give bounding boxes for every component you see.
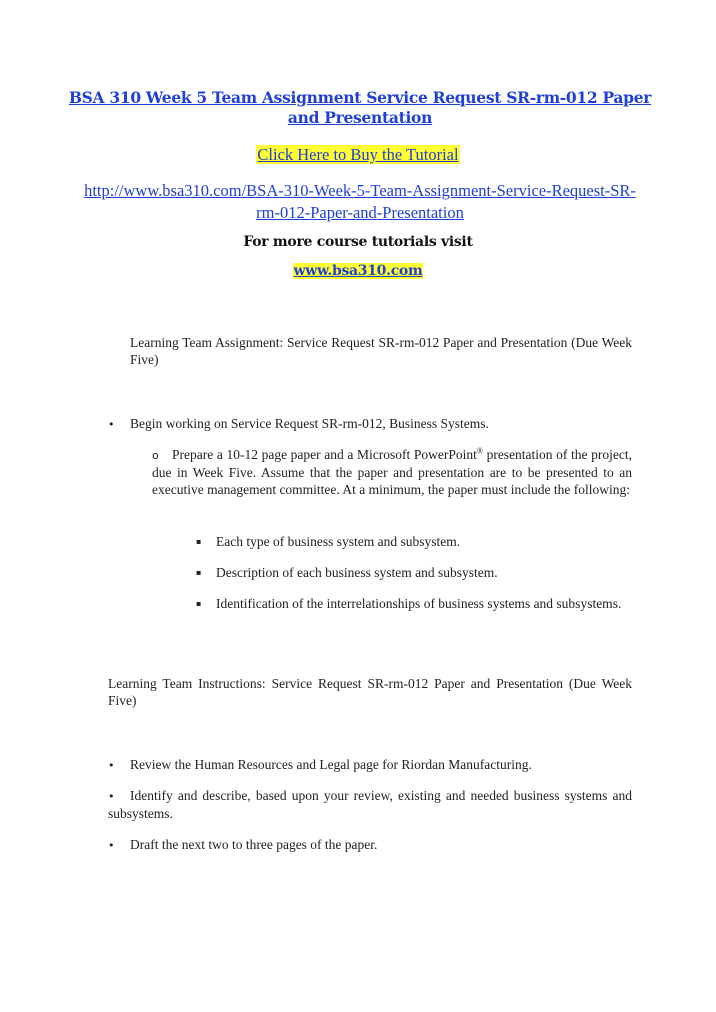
square-symbol: ▪ bbox=[196, 537, 202, 546]
bullet-symbol: • bbox=[108, 759, 115, 772]
tutorial-url-link[interactable]: http://www.bsa310.com/BSA-310-Week-5-Team-Assignment-Service-Request-SR-rm-012-Paper-and-Presentation bbox=[84, 181, 636, 222]
buy-tutorial-link[interactable]: Click Here to Buy the Tutorial bbox=[257, 145, 459, 164]
sub-bullet-1-text-b: presentation of the project, due in Week Five. Assume that the paper and presentation are to be presented to an executive management committee. At a minimum, the paper must include the following: bbox=[152, 447, 633, 497]
bullet-2 bbox=[108, 756, 632, 774]
bullet-symbol: • bbox=[108, 418, 115, 431]
circle-symbol: o bbox=[152, 449, 159, 462]
square-symbol: ▪ bbox=[196, 599, 202, 608]
bullet-symbol: • bbox=[108, 839, 115, 852]
more-tutorials-text: For more course tutorials visit bbox=[243, 234, 473, 250]
site-link[interactable]: www.bsa310.com bbox=[293, 263, 423, 279]
sub-bullet-1-text-a: Prepare a 10-12 page paper and a Microsoft PowerPoint bbox=[172, 447, 477, 462]
sub-bullet-1 bbox=[152, 446, 632, 498]
item-1-text: Each type of business system and subsystem. bbox=[216, 534, 461, 549]
item-2 bbox=[196, 564, 632, 581]
bullet-4 bbox=[108, 836, 632, 854]
bullet-3-text: Identify and describe, based upon your review, existing and needed business systems and subsystems. bbox=[108, 788, 632, 821]
item-3-text: Identification of the interrelationships of business systems and subsystems. bbox=[216, 596, 622, 611]
bullet-3 bbox=[108, 787, 632, 822]
instructions-heading: Learning Team Instructions: Service Request SR-rm-012 Paper and Presentation (Due Week Five) bbox=[108, 676, 632, 708]
registered-mark: ® bbox=[476, 446, 483, 456]
bullet-1-text: Begin working on Service Request SR-rm-012, Business Systems. bbox=[130, 416, 489, 431]
item-1 bbox=[196, 533, 632, 550]
bullet-symbol: • bbox=[108, 790, 115, 803]
assignment-heading: Learning Team Assignment: Service Request SR-rm-012 Paper and Presentation (Due Week Five) bbox=[130, 335, 632, 367]
item-3 bbox=[196, 595, 632, 612]
bullet-1 bbox=[108, 415, 632, 433]
buy-link-wrapper bbox=[0, 145, 716, 165]
bullet-4-text: Draft the next two to three pages of the paper. bbox=[130, 837, 378, 852]
bullet-2-text: Review the Human Resources and Legal page for Riordan Manufacturing. bbox=[130, 757, 532, 772]
square-symbol: ▪ bbox=[196, 568, 202, 577]
item-2-text: Description of each business system and subsystem. bbox=[216, 565, 498, 580]
site-link-wrapper bbox=[0, 262, 716, 280]
document-title[interactable]: BSA 310 Week 5 Team Assignment Service Request SR-rm-012 Paper and Presentation bbox=[68, 88, 652, 127]
